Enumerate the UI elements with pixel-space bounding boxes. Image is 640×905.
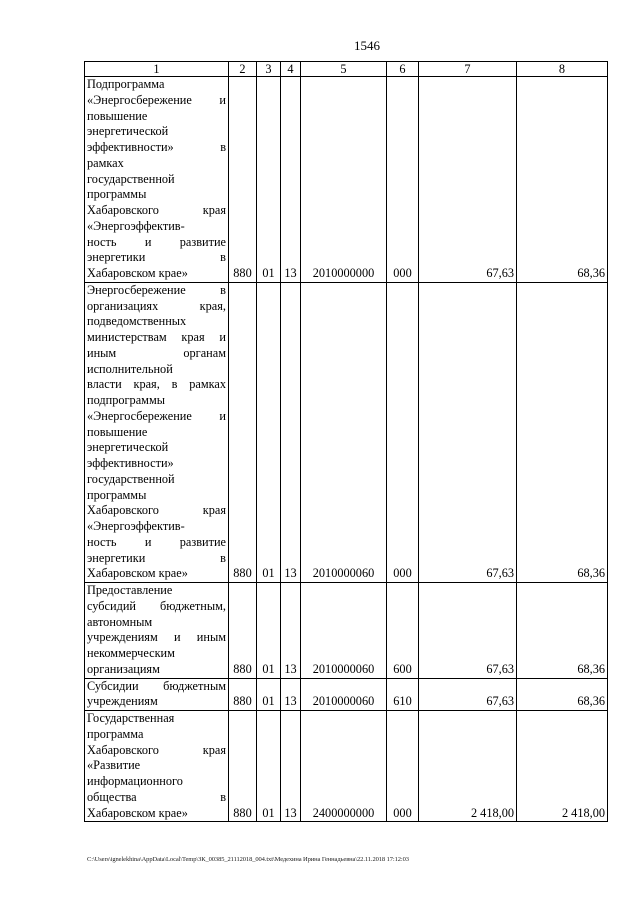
description-line: некоммерческим	[87, 646, 175, 660]
cell-col2: 880	[229, 77, 257, 283]
description-line: министерствам края и	[87, 330, 226, 344]
table-row	[85, 282, 608, 582]
description-line: подпрограммы	[87, 393, 165, 407]
cell-col8: 2 418,00	[517, 711, 608, 822]
cell-col3: 01	[257, 282, 281, 582]
description-line: субсидий бюджетным,	[87, 598, 226, 613]
column-header-6: 6	[387, 62, 419, 77]
cell-col8: 68,36	[517, 77, 608, 283]
description-line: государственной	[87, 171, 175, 186]
cell-col3: 01	[257, 583, 281, 679]
cell-col7: 67,63	[419, 282, 517, 582]
description-line: эффективности» в	[87, 140, 226, 154]
cell-col6: 000	[387, 711, 419, 822]
column-header-2: 2	[229, 62, 257, 77]
cell-col7: 67,63	[419, 77, 517, 283]
cell-col4: 13	[281, 77, 301, 283]
description-line: Хабаровском крае»	[87, 566, 188, 581]
cell-col6: 610	[387, 678, 419, 711]
description-line: Энергосбережение в	[87, 282, 226, 297]
cell-col5: 2010000060	[301, 678, 387, 711]
row-description	[85, 711, 229, 822]
row-description	[85, 583, 229, 679]
description-line: энергетики в	[87, 550, 226, 565]
table-header-row	[85, 62, 608, 77]
description-line: информационного	[87, 774, 183, 788]
cell-col7: 67,63	[419, 583, 517, 679]
column-header-4: 4	[281, 62, 301, 77]
description-line: Предоставление	[87, 583, 173, 597]
description-line: энергетической	[87, 440, 169, 455]
cell-col4: 13	[281, 282, 301, 582]
description-line: эффективности»	[87, 456, 174, 470]
budget-table	[84, 61, 608, 822]
cell-col3: 01	[257, 77, 281, 283]
cell-col5: 2400000000	[301, 711, 387, 822]
table-row	[85, 77, 608, 283]
description-line: «Энергосбережение и	[87, 408, 226, 423]
cell-col7: 67,63	[419, 678, 517, 711]
description-line: Хабаровском крае»	[87, 266, 188, 280]
description-line: организациях края,	[87, 298, 226, 313]
cell-col8: 68,36	[517, 583, 608, 679]
cell-col4: 13	[281, 678, 301, 711]
description-line: программы	[87, 487, 147, 502]
table-body	[85, 77, 608, 822]
cell-col5: 2010000060	[301, 282, 387, 582]
description-line: энергетической	[87, 124, 169, 139]
cell-col4: 13	[281, 711, 301, 822]
cell-col6: 000	[387, 282, 419, 582]
description-line: власти края, в рамках	[87, 377, 226, 392]
description-line: «Развитие	[87, 758, 141, 773]
table-row	[85, 583, 608, 679]
description-line: ность и развитие	[87, 234, 226, 249]
description-line: Хабаровского края	[87, 742, 226, 757]
description-line: иным органам	[87, 345, 226, 360]
row-description	[85, 678, 229, 711]
cell-col2: 880	[229, 282, 257, 582]
description-line: повышение	[87, 424, 148, 439]
page-number: 1546	[354, 38, 380, 53]
description-line: Хабаровского края	[87, 203, 226, 217]
column-header-7: 7	[419, 62, 517, 77]
description-line: исполнительной	[87, 361, 173, 376]
file-path-footer: C:\Users\ignelekhina\AppData\Local\Temp\ЗК_00385_21112018_004.txt\Медехина Ирина Геннадьевна\22.11.2018 17:12:03	[87, 856, 409, 863]
description-line: государственной	[87, 471, 175, 486]
cell-col2: 880	[229, 711, 257, 822]
cell-col8: 68,36	[517, 678, 608, 711]
description-line: Субсидии бюджетным	[87, 678, 226, 693]
row-description	[85, 282, 229, 582]
column-header-8: 8	[517, 62, 608, 77]
cell-col6: 600	[387, 583, 419, 679]
description-line: учреждениям и иным	[87, 630, 226, 645]
description-line: Подпрограмма	[87, 77, 165, 91]
description-line: Хабаровского края	[87, 503, 226, 518]
description-line: энергетики в	[87, 250, 226, 265]
description-line: повышение	[87, 108, 148, 123]
description-line: подведомственных	[87, 314, 187, 329]
cell-col3: 01	[257, 678, 281, 711]
cell-col3: 01	[257, 711, 281, 822]
row-description	[85, 77, 229, 283]
description-line: ность и развитие	[87, 534, 226, 549]
cell-col2: 880	[229, 678, 257, 711]
cell-col7: 2 418,00	[419, 711, 517, 822]
description-line: Государственная	[87, 711, 175, 725]
description-line: «Энергоэффектив-	[87, 519, 185, 533]
column-header-3: 3	[257, 62, 281, 77]
cell-col5: 2010000060	[301, 583, 387, 679]
description-line: организациям	[87, 661, 160, 676]
description-line: программы	[87, 187, 147, 202]
cell-col5: 2010000000	[301, 77, 387, 283]
table-row	[85, 678, 608, 711]
description-line: Хабаровском крае»	[87, 805, 188, 820]
cell-col6: 000	[387, 77, 419, 283]
cell-col4: 13	[281, 583, 301, 679]
description-line: программа	[87, 726, 144, 741]
cell-col8: 68,36	[517, 282, 608, 582]
column-header-1: 1	[85, 62, 229, 77]
column-header-5: 5	[301, 62, 387, 77]
description-line: автономным	[87, 614, 153, 629]
description-line: «Энергоэффектив-	[87, 218, 185, 233]
description-line: рамках	[87, 155, 124, 170]
description-line: учреждениям	[87, 694, 158, 709]
cell-col2: 880	[229, 583, 257, 679]
description-line: «Энергосбережение и	[87, 92, 226, 107]
description-line: общества в	[87, 789, 226, 804]
table-row	[85, 711, 608, 822]
